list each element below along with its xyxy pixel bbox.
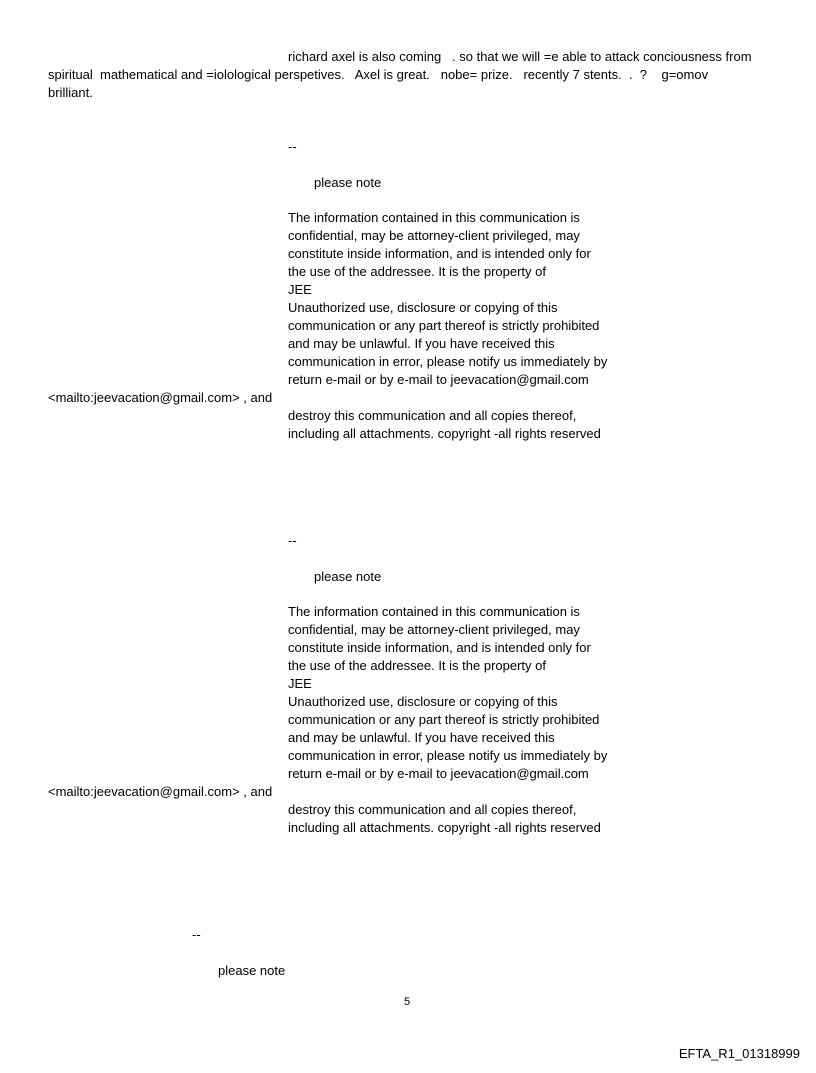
disclaimer-line: Unauthorized use, disclosure or copying of this xyxy=(288,694,558,709)
disclaimer-line: communication in error, please notify us immediately by xyxy=(288,748,608,763)
disclaimer-line: The information contained in this communication is xyxy=(288,210,580,225)
disclaimer-block xyxy=(288,209,648,389)
signature-separator: -- xyxy=(288,139,297,154)
please-note-label: please note xyxy=(218,963,286,978)
message-line-2: spiritual mathematical and =iolological perspetives. Axel is great. nobe= prize. recently 7 stents. . ? g=omov xyxy=(48,67,709,82)
closing-line: including all attachments. copyright -all rights reserved xyxy=(288,426,601,441)
disclaimer-line: the use of the addressee. It is the property of xyxy=(288,264,546,279)
disclaimer-block xyxy=(288,603,648,783)
closing-block xyxy=(288,801,648,837)
page-number: 5 xyxy=(404,996,411,1008)
disclaimer-line: communication or any part thereof is strictly prohibited xyxy=(288,318,600,333)
disclaimer-line: constitute inside information, and is intended only for xyxy=(288,246,591,261)
bates-id: EFTA_R1_01318999 xyxy=(678,1046,800,1061)
disclaimer-line: return e-mail or by e-mail to jeevacation@gmail.com xyxy=(288,766,589,781)
disclaimer-line: JEE xyxy=(288,282,312,297)
signature-separator: -- xyxy=(192,927,201,942)
mailto-link[interactable]: <mailto:jeevacation@gmail.com> , and xyxy=(48,784,273,799)
please-note-label: please note xyxy=(314,175,382,190)
disclaimer-line: the use of the addressee. It is the property of xyxy=(288,658,546,673)
message-line-1: richard axel is also coming . so that we will =e able to attack conciousness from xyxy=(288,49,752,64)
disclaimer-line: confidential, may be attorney-client privileged, may xyxy=(288,228,580,243)
message-line-3: brilliant. xyxy=(48,85,93,100)
signature-separator: -- xyxy=(288,533,297,548)
closing-block xyxy=(288,407,648,443)
please-note-label: please note xyxy=(314,569,382,584)
disclaimer-line: and may be unlawful. If you have received this xyxy=(288,730,555,745)
closing-line: destroy this communication and all copies thereof, xyxy=(288,408,577,423)
disclaimer-line: communication in error, please notify us immediately by xyxy=(288,354,608,369)
closing-line: including all attachments. copyright -all rights reserved xyxy=(288,820,601,835)
disclaimer-line: and may be unlawful. If you have received this xyxy=(288,336,555,351)
disclaimer-line: Unauthorized use, disclosure or copying of this xyxy=(288,300,558,315)
disclaimer-line: constitute inside information, and is intended only for xyxy=(288,640,591,655)
disclaimer-line: The information contained in this communication is xyxy=(288,604,580,619)
mailto-link[interactable]: <mailto:jeevacation@gmail.com> , and xyxy=(48,390,273,405)
disclaimer-line: return e-mail or by e-mail to jeevacation@gmail.com xyxy=(288,372,589,387)
closing-line: destroy this communication and all copies thereof, xyxy=(288,802,577,817)
disclaimer-line: confidential, may be attorney-client privileged, may xyxy=(288,622,580,637)
disclaimer-line: JEE xyxy=(288,676,312,691)
disclaimer-line: communication or any part thereof is strictly prohibited xyxy=(288,712,600,727)
